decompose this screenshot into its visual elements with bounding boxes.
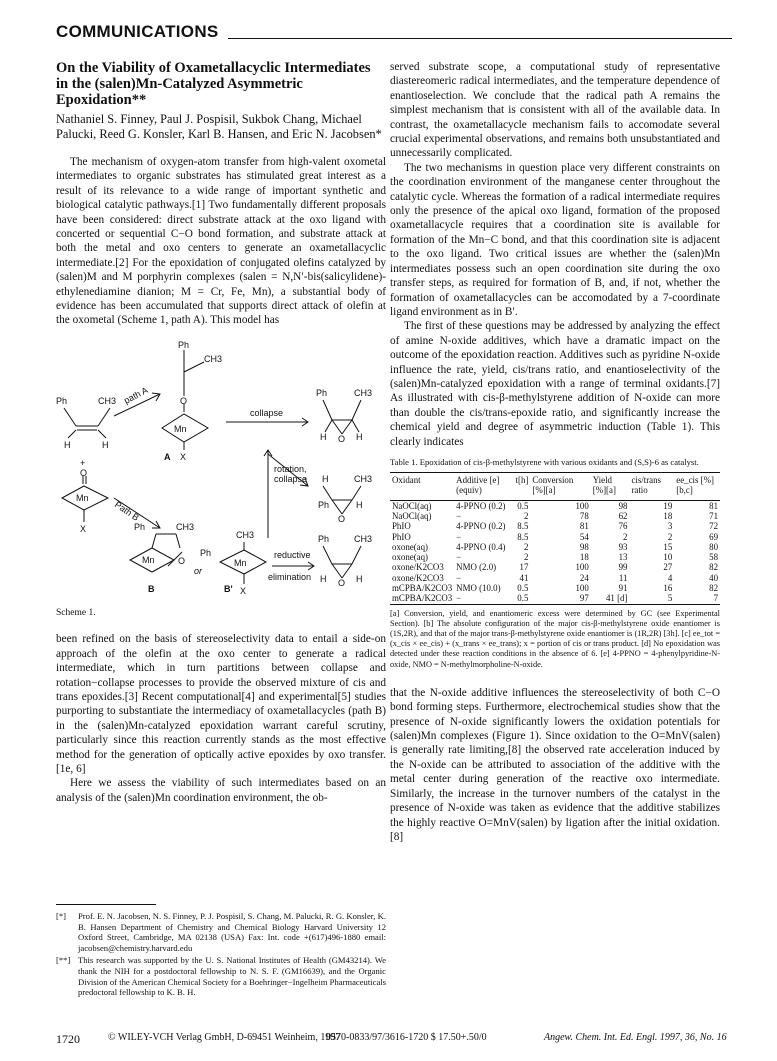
table-cell: oxone/K2CO3: [392, 572, 444, 583]
label-h-olefin-1: H: [64, 439, 71, 450]
table-cell: −: [456, 552, 462, 563]
paragraph-scope: served substrate scope, a computational study of representative diastereomeric radical intermediates, and the temperature dependence of enantioselection. We conclude that the radical path A remains the simplest mechanism that is consistent with all of the available data. In contrast, the oxametallacycle mechanism fails to accomodate several crucial experimental observations, and remains both unsubstantiated and unnecessarily complicated.: [390, 61, 720, 160]
label-x-a: X: [180, 451, 187, 462]
table-cell: 62: [618, 510, 628, 521]
label-h-cis-1: H: [320, 431, 327, 442]
table-row: [390, 573, 720, 583]
table-cell: 2: [523, 510, 529, 521]
section-title: COMMUNICATIONS: [56, 22, 219, 41]
label-mn-b: Mn: [142, 554, 155, 565]
table-cell: PhIO: [392, 531, 411, 542]
label-b-prime: B': [224, 583, 233, 594]
table-cell: 76: [618, 521, 628, 532]
table-cell: 17: [519, 562, 529, 573]
table-cell: oxone(aq): [392, 541, 428, 552]
label-ch3-trans: CH3: [354, 473, 373, 484]
table-cell: oxone/K2CO3: [392, 562, 444, 573]
table-row: [390, 532, 720, 542]
label-h-final-2: H: [356, 573, 363, 584]
col-header: Conversion [%][a]: [530, 472, 590, 497]
table-cell: oxone(aq): [392, 552, 428, 563]
table-cell: 41 [d]: [591, 593, 630, 604]
paragraph-n-oxide: that the N-oxide additive influences the stereoselectivity of both C−O bond forming steps. Furthermore, electrochemical studies show that the presence of N-oxide significantly lowers the oxidation potentials for (salen)Mn complexes (Figure 1). Since oxidation to the O=MnV(salen) is generally rate limiting,[8] the observed rate acceleration induced by the N-oxide can be attributed to association of the additive with the metal center during generation of the reactive oxo intermediate. Similarly, the increase in the turnover numbers of the catalyst in the presence of N-oxide was taken as evidence that the additive stabilizes the highly reactive O=MnV(salen) by ligation after the initial oxidation.[8]: [390, 686, 720, 843]
table-cell: 15: [663, 541, 673, 552]
page-header: [56, 22, 732, 44]
label-ph-cis: Ph: [316, 387, 328, 398]
col-header: ee_cis [%][b,c]: [674, 472, 720, 497]
table-row: [390, 511, 720, 521]
table-cell: 19: [663, 500, 673, 511]
scheme-caption: Scheme 1.: [56, 607, 96, 618]
footnote-mark: [**]: [56, 955, 71, 966]
table-cell: −: [456, 510, 462, 521]
article-code: 0570-0833/97/3616-1720 $ 17.50+.50/0: [326, 1032, 487, 1043]
label-collapse: collapse: [250, 407, 284, 418]
table-cell: 18: [663, 510, 673, 521]
table-cell: 91: [618, 583, 628, 594]
footnote-text: Prof. E. N. Jacobsen, N. S. Finney, P. J. Pospisil, S. Chang, M. Palucki, R. G. Konsler, K. B. Hansen Department of Chemistry and Chemical Biology Harvard University 12 Oxford Street, Cambridge, MA 02138 (USA) Fax: Int. code +(617)496-1880 email: jacobsen@chemistry.harvard.edu: [78, 911, 386, 953]
table-cell: 72: [709, 521, 718, 532]
label-ch3-b: CH3: [176, 521, 195, 532]
table-cell: 2: [523, 552, 529, 563]
label-ph-final: Ph: [318, 533, 330, 544]
col-header: Oxidant: [390, 472, 454, 497]
table-cell: −: [454, 593, 513, 604]
table-cell: 13: [618, 552, 628, 563]
table-cell: 40: [709, 572, 718, 583]
label-path-b: Path B: [112, 499, 141, 523]
table-caption: Table 1. Epoxidation of cis-β-methylstyrene with various oxidants and (S,S)-6 as catalyst.: [390, 456, 699, 467]
table-row: [390, 593, 720, 604]
table-cell: 98: [618, 500, 628, 511]
table-cell: 5: [629, 593, 674, 604]
table-cell: 98: [579, 541, 589, 552]
table-cell: 2: [667, 531, 673, 542]
label-a: A: [164, 451, 171, 462]
label-o-final: O: [338, 577, 346, 588]
footnotes: [56, 904, 386, 1000]
table-row: [390, 583, 720, 593]
header-rule: [228, 38, 732, 39]
table-cell: NMO (2.0): [456, 562, 497, 573]
table-row: [390, 521, 720, 531]
label-x-bprime: X: [240, 585, 247, 596]
label-h-trans-2: H: [356, 499, 363, 510]
table-row: [390, 542, 720, 552]
label-rotation: rotation,: [274, 463, 307, 474]
table-cell: 71: [709, 510, 718, 521]
table-cell: 4-PPNO (0.2): [456, 521, 506, 532]
table-cell: 2: [623, 531, 628, 542]
table-footnote: [a] Conversion, yield, and enantiomeric excess were determined by GC (see Experimental Section). [b] The absolute configuration of the major cis-β-methylstyrene oxide enantiomer is (1S,2R), and that of the major trans-β-methylstyrene oxide enantiomer is (1R,2R) [3h]. [c] ee_tot = (x_cis × ee_cis) + (x_trans × ee_trans); x = portion of cis or trans product. [d] No epoxidation was detected under these reaction conditions in the absence of 6. [e] 4-PPNO = 4-phenylpyridine-N-oxide, NMO = N-methylmorpholine-N-oxide.: [390, 608, 720, 669]
footnote-mark: [*]: [56, 911, 67, 921]
label-ch3-final: CH3: [354, 533, 373, 544]
table-row: [390, 500, 720, 511]
table-cell: 8.5: [517, 531, 529, 542]
label-ph-trans: Ph: [318, 499, 330, 510]
journal-citation: Angew. Chem. Int. Ed. Engl. 1997, 36, No. 16: [544, 1032, 727, 1043]
paragraph-refined: been refined on the basis of stereoselectivity data to entail a side-on approach of the olefin at the oxo center to generate a radical intermediate, which in turn partitions between collapse and rotation−collapse processes to provide the observed mixture of cis and trans epoxides.[3] Recent computational[4] and experimental[5] studies purporting to substantiate the intermediacy of oxametallacycles (path B) in the (salen)Mn-catalyzed epoxidation warrant careful scrutiny, particularly since this reaction currently stands as the most effective method for the generation of optically active epoxides by oxo transfer.[1e, 6]: [56, 633, 386, 775]
label-reductive: reductive: [274, 549, 311, 560]
table-cell: NaOCl(aq): [392, 510, 432, 521]
label-ph-b: Ph: [134, 521, 146, 532]
label-mn-bprime: Mn: [234, 557, 247, 568]
label-plus: +: [80, 457, 86, 468]
label-b: B: [148, 583, 155, 594]
table-cell: mCPBA/K2CO3: [392, 593, 453, 604]
article-authors: Nathaniel S. Finney, Paul J. Pospisil, Sukbok Chang, Michael Palucki, Reed G. Konsler, Karl B. Hansen, and Eric N. Jacobsen*: [56, 112, 382, 141]
table-cell: NaOCl(aq): [392, 500, 432, 511]
label-ph-a: Ph: [178, 339, 190, 350]
table-cell: 16: [663, 583, 673, 594]
table-row: [390, 562, 720, 572]
col-header: Yield [%][a]: [591, 472, 630, 497]
label-rotation-collapse: collapse: [274, 473, 308, 484]
label-mn-catalyst: Mn: [76, 492, 89, 503]
table-cell: 41: [519, 572, 529, 583]
paragraph-assess: Here we assess the viability of such intermediates based on an analysis of the (salen)Mn coordination environment, the ob-: [56, 777, 386, 804]
table-cell: 4-PPNO (0.2): [456, 500, 506, 511]
label-o-trans: O: [338, 513, 346, 524]
label-path-a: path A: [122, 384, 150, 406]
publisher-line: © WILEY-VCH Verlag GmbH, D-69451 Weinheim, 1997: [108, 1032, 341, 1043]
label-mn-a: Mn: [174, 423, 187, 434]
footnote-funding: [56, 955, 386, 997]
scheme-drawing: [56, 338, 386, 600]
table-cell: 4: [667, 572, 673, 583]
label-elimination: elimination: [268, 571, 312, 582]
page-number: 1720: [56, 1032, 80, 1046]
label-o-cis: O: [338, 433, 346, 444]
left-column: [56, 60, 386, 805]
paragraph-mechanisms: The two mechanisms in question place very different constraints on the coordination environment of the manganese center throughout the catalytic cycle. Whereas the formation of a radical intermediate requires only the presence of the apical oxo ligand, formation of the proposed oxametallacycle requires that a coordination site is available for formation of the Mn−C bond, and that this coordination site is adjacent to the oxo ligand. Two critical issues are whether the (salen)Mn intermediates possess such an open coordination site during the oxo transfer steps, as required for formation of B, and, if not, whether the formation of oxametallacycles can be accomodated by a 7-coordinate ligand environment as in B′.: [390, 161, 720, 318]
footnote-rule: [56, 904, 156, 905]
table-cell: 0.5: [514, 593, 531, 604]
table-cell: 3: [667, 521, 673, 532]
col-header: cis/trans ratio: [629, 472, 674, 497]
label-o-b: O: [178, 555, 186, 566]
table-cell: 18: [579, 552, 589, 563]
footnote-address: [56, 911, 386, 953]
table-cell: 81: [579, 521, 589, 532]
label-ch3-bprime: CH3: [236, 529, 255, 540]
table-cell: 7: [674, 593, 720, 604]
table-cell: 54: [579, 531, 589, 542]
col-header: Additive [e] (equiv): [454, 472, 513, 497]
table-cell: NMO (10.0): [456, 583, 501, 594]
table-cell: 2: [523, 541, 529, 552]
table-body: [390, 500, 720, 604]
label-h-trans: H: [322, 473, 329, 484]
table-cell: 100: [575, 500, 589, 511]
label-x-catalyst: X: [80, 523, 87, 534]
label-h-final-1: H: [320, 573, 327, 584]
table-cell: 100: [575, 562, 589, 573]
table-cell: 24: [579, 572, 589, 583]
epoxidation-table: [390, 472, 720, 605]
label-o-catalyst: O: [80, 467, 88, 478]
scheme-1: [56, 338, 386, 600]
table-cell: 4-PPNO (0.4): [456, 541, 506, 552]
label-ch3-olefin: CH3: [98, 395, 117, 406]
table-cell: 69: [709, 531, 718, 542]
table-cell: 93: [618, 541, 628, 552]
table-cell: 97: [530, 593, 590, 604]
label-ch3-cis: CH3: [354, 387, 373, 398]
table-cell: 78: [579, 510, 589, 521]
label-ph-olefin: Ph: [56, 395, 68, 406]
table-cell: 100: [575, 583, 589, 594]
col-header: t[h]: [514, 472, 531, 497]
paragraph-additives: The first of these questions may be addressed by analyzing the effect of amine N-oxide additives, which have a dramatic impact on the outcome of the epoxidation reaction. Additives such as pyridine N-oxide influence the rate, yield, cis/trans ratio, and enantioselectivity of the (salen)Mn-catalyzed epoxidation with a range of terminal oxidants.[7] As illustrated with cis-β-methylstyrene addition of N-oxide can more than double the cis/trans-epoxide ratio, and significantly increase the chemical yield and degree of asymmetric induction (Table 1). This clearly indicates: [390, 320, 720, 448]
table-cell: 0.5: [517, 500, 529, 511]
label-h-cis-2: H: [356, 431, 363, 442]
table-cell: 11: [618, 572, 628, 583]
table-cell: PhIO: [392, 521, 411, 532]
paragraph-intro: The mechanism of oxygen-atom transfer from high-valent oxometal intermediates to organic substrates has stimulated great interest as a result of its relevance to a wide range of important synthetic and biological catalytic pathways.[1] Two fundamentally different proposals have been considered: direct substrate attack at the oxo ligand with concerted or sequential C−O bond formation, and substrate attack at both the metal and oxo centers to generate an oxametallacyclic intermediate.[2] For the epoxidation of conjugated olefins catalyzed by (salen)M and M porphyrin complexes (salen = N,N′-bis(salicylidene)-ethylenediamine dianion; M = Cr, Fe, Mn), a substantial body of evidence has been accumulated that supports direct attack of olefin at the oxometal (Scheme 1, path A). This model has: [56, 156, 386, 327]
table-cell: −: [456, 531, 462, 542]
table-cell: 58: [709, 552, 718, 563]
table-cell: 0.5: [517, 583, 529, 594]
article-title: On the Viability of Oxametallacyclic Intermediates in the (salen)Mn-Catalyzed Asymmetric Epoxidation**: [56, 60, 371, 108]
table-cell: 27: [663, 562, 673, 573]
label-h-olefin-2: H: [102, 439, 109, 450]
label-o-a: O: [180, 395, 188, 406]
table-cell: 8.5: [517, 521, 529, 532]
footnote-text: This research was supported by the U. S. National Institutes of Health (GM43214). We thank the NIH for a postdoctoral fellowship to N. S. F. (GM16639), and the Organic Division of the American Chemical Society for a Boehringer−Ingelheim Pharmaceuticals predoctoral fellowship to K. B. H.: [78, 955, 386, 998]
label-ch3-a: CH3: [204, 353, 223, 364]
table-cell: 82: [709, 583, 718, 594]
table-cell: 81: [709, 500, 718, 511]
table-cell: 82: [709, 562, 718, 573]
label-ph-bprime: Ph: [200, 547, 212, 558]
table-cell: mCPBA/K2CO3: [392, 583, 453, 594]
table-row: [390, 552, 720, 562]
label-or: or: [194, 565, 203, 576]
table-cell: 80: [709, 541, 718, 552]
table-cell: −: [456, 572, 462, 583]
table-1: [390, 457, 720, 670]
table-cell: 99: [618, 562, 628, 573]
right-column: [390, 60, 720, 844]
table-cell: 10: [663, 552, 673, 563]
